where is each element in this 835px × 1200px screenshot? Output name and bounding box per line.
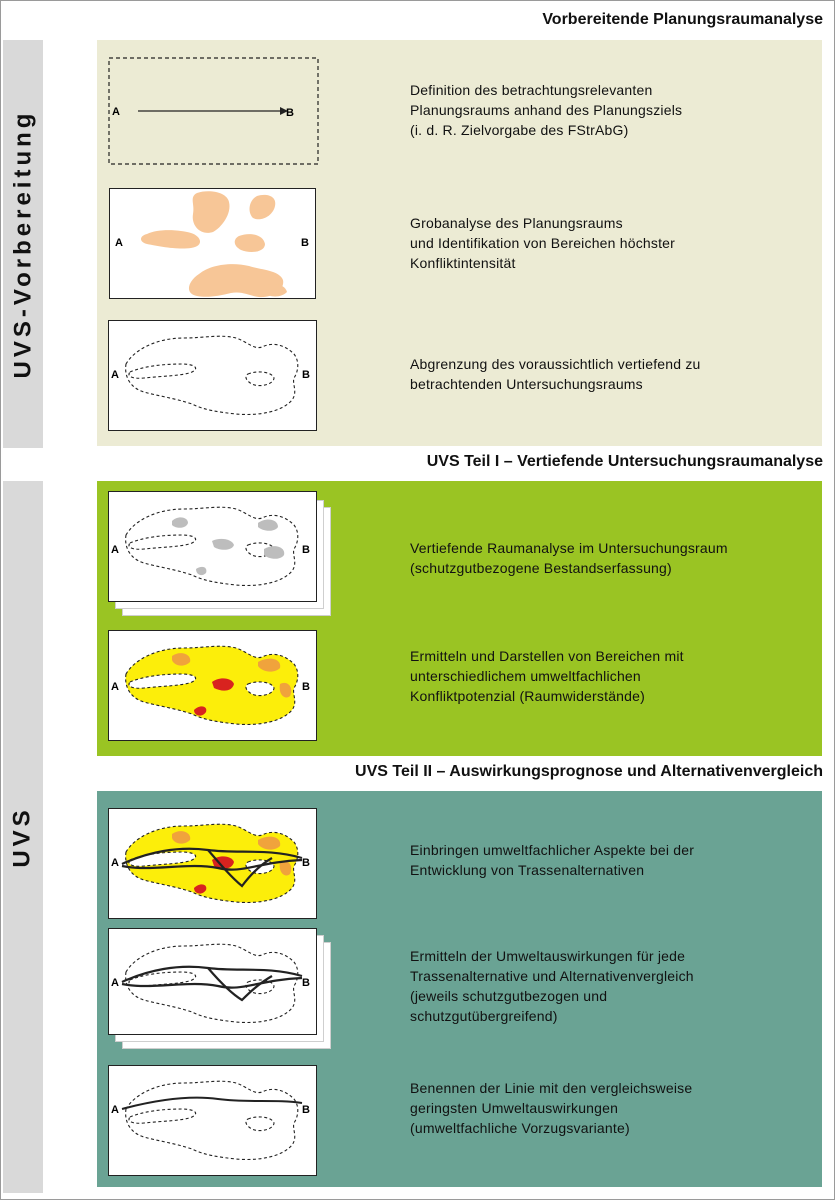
svg-text:B: B [302, 544, 310, 556]
label-a: A [112, 106, 120, 118]
map-impact-comparison-stack [108, 928, 334, 1052]
svg-text:A: A [111, 544, 119, 556]
sidebar-uvs-label: UVS [9, 806, 37, 868]
svg-text:A: A [111, 1104, 119, 1116]
svg-text:B: B [302, 1104, 310, 1116]
step-text-part2-1: Einbringen umweltfachlicher Aspekte bei der Entwicklung von Trassenalternativen [410, 842, 695, 878]
svg-text:B: B [302, 977, 310, 989]
step-text-prep-1: Definition des betrachtungsrelevanten Planungsraums anhand des Planungsziels (i. d. R. Zielvorgabe des FStrAbG) [410, 82, 683, 138]
svg-text:A: A [115, 237, 123, 249]
svg-text:A: A [111, 681, 119, 693]
map-spatial-resistance [108, 630, 318, 742]
sidebar-preparation-label: UVS-Vorbereitung [9, 109, 36, 379]
map-route-alternatives [108, 808, 318, 920]
label-b: B [286, 107, 294, 119]
section-title-part2: UVS Teil II – Auswirkungsprognose und Alternativenvergleich [355, 763, 823, 780]
sidebar-preparation [3, 40, 43, 448]
svg-text:B: B [302, 369, 310, 381]
map-preferred-route [108, 1065, 318, 1177]
svg-text:A: A [111, 369, 119, 381]
step-text-part1-1: Vertiefende Raumanalyse im Untersuchungsraum (schutzgutbezogene Bestandserfassung) [410, 540, 728, 576]
map-study-area [108, 320, 318, 432]
map-inventory-stack [108, 491, 334, 619]
section-title-part1: UVS Teil I – Vertiefende Untersuchungsraumanalyse [426, 453, 823, 470]
svg-text:A: A [111, 977, 119, 989]
svg-text:B: B [301, 237, 309, 249]
step-text-prep-2: Grobanalyse des Planungsraums und Identifikation von Bereichen höchster Konfliktintensität [410, 215, 676, 271]
step-text-part1-2: Ermitteln und Darstellen von Bereichen mit unterschiedlichem umweltfachlichen Konfliktpotenzial (Raumwiderstände) [410, 648, 684, 704]
step-text-prep-3: Abgrenzung des voraussichtlich vertiefend zu betrachtenden Untersuchungsraums [410, 356, 701, 392]
step-text-part2-3: Benennen der Linie mit den vergleichsweise geringsten Umweltauswirkungen (umweltfachliche Vorzugsvariante) [410, 1080, 693, 1136]
svg-text:A: A [111, 857, 119, 869]
step-text-part2-2: Ermitteln der Umweltauswirkungen für jede Trassenalternative und Alternativenvergleich (jeweils schutzgutbezogen und schutzgutübergreifend) [410, 948, 694, 1024]
map-planning-area [108, 57, 320, 167]
svg-text:B: B [302, 681, 310, 693]
section-title-preparation: Vorbereitende Planungsraumanalyse [542, 11, 823, 28]
sidebar-uvs [3, 481, 43, 1193]
svg-text:B: B [302, 857, 310, 869]
map-conflict-areas [109, 188, 317, 300]
